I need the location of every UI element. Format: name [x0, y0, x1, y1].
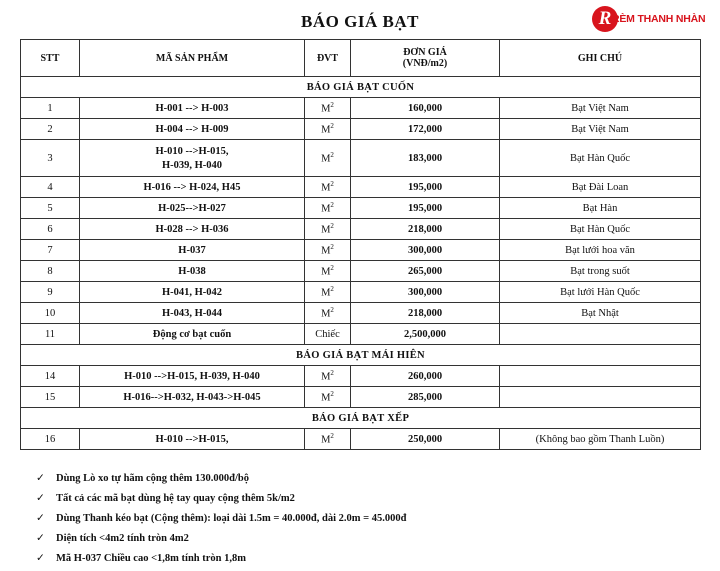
col-header-price-line1: ĐƠN GIÁ: [403, 47, 447, 58]
table-row: [21, 98, 701, 119]
col-header-price-line2: (VNĐ/m2): [402, 58, 448, 69]
unit-text: M: [321, 308, 331, 320]
row-stt: 15: [21, 387, 80, 408]
price-table: [20, 39, 701, 450]
unit-exponent: 2: [330, 151, 334, 160]
row-stt: 11: [21, 324, 80, 345]
row-unit: [305, 140, 351, 177]
col-header-unit: ĐVT: [305, 40, 351, 77]
row-stt: 5: [21, 198, 80, 219]
unit-text: M: [321, 182, 331, 194]
row-price: 218,000: [351, 219, 500, 240]
row-code-line: H-001 --> H-003: [155, 102, 229, 114]
row-code: [80, 198, 305, 219]
row-code-line: H-039, H-040: [161, 159, 223, 171]
row-price: 160,000: [351, 98, 500, 119]
unit-text: M: [321, 392, 331, 404]
row-code: [80, 219, 305, 240]
note-item: [36, 531, 406, 551]
table-row: [21, 429, 701, 450]
table-row: [21, 261, 701, 282]
row-code: [80, 387, 305, 408]
table-row: [21, 324, 701, 345]
unit-text: M: [321, 266, 331, 278]
unit-exponent: 2: [330, 222, 334, 231]
col-header-stt: STT: [21, 40, 80, 77]
unit-text: M: [321, 153, 331, 165]
row-code-line: H-010 -->H-015,: [155, 433, 229, 445]
row-unit: [305, 198, 351, 219]
note-text: Tất cả các mã bạt dùng hệ tay quay cộng thêm 5k/m2: [56, 493, 295, 504]
note-item: [36, 551, 406, 571]
unit-text: M: [321, 287, 331, 299]
checkmark-icon: ✓: [36, 533, 45, 544]
unit-exponent: 2: [330, 122, 334, 131]
checkmark-icon: ✓: [36, 473, 45, 484]
col-header-code: MÃ SẢN PHẨM: [80, 40, 305, 77]
row-code: [80, 366, 305, 387]
unit-text: M: [321, 434, 331, 446]
row-code: [80, 261, 305, 282]
row-stt: 2: [21, 119, 80, 140]
page-title: BÁO GIÁ BẠT: [301, 12, 419, 31]
row-price: 195,000: [351, 177, 500, 198]
row-code-line: H-004 --> H-009: [155, 123, 229, 135]
table-row: [21, 387, 701, 408]
logo-mark-icon: R: [592, 6, 618, 32]
row-price: 195,000: [351, 198, 500, 219]
unit-exponent: 2: [330, 306, 334, 315]
table-row: [21, 240, 701, 261]
row-unit: [305, 177, 351, 198]
row-note: Bạt lưới Hàn Quốc: [500, 282, 701, 303]
row-note: Bạt Việt Nam: [500, 119, 701, 140]
table-row: [21, 303, 701, 324]
row-unit: [305, 261, 351, 282]
section-title: BÁO GIÁ BẠT CUỐN: [21, 77, 701, 98]
row-note: Bạt lưới hoa văn: [500, 240, 701, 261]
section-title: BÁO GIÁ BẠT MÁI HIÊN: [21, 345, 701, 366]
notes-list: [36, 471, 406, 571]
unit-text: M: [321, 371, 331, 383]
row-unit: [305, 282, 351, 303]
logo-text: RÈM THANH NHÀN: [612, 13, 706, 25]
row-unit: [305, 98, 351, 119]
row-price: 265,000: [351, 261, 500, 282]
row-note: Bạt Việt Nam: [500, 98, 701, 119]
col-header-note: GHI CHÚ: [500, 40, 701, 77]
row-note: [500, 366, 701, 387]
row-code-line: H-028 --> H-036: [155, 223, 229, 235]
row-price: 183,000: [351, 140, 500, 177]
unit-exponent: 2: [330, 180, 334, 189]
row-note: Bạt Hàn Quốc: [500, 140, 701, 177]
row-price: 2,500,000: [351, 324, 500, 345]
row-stt: 4: [21, 177, 80, 198]
note-item: [36, 511, 406, 531]
row-stt: 7: [21, 240, 80, 261]
note-text: Diện tích <4m2 tính tròn 4m2: [56, 533, 189, 544]
row-unit: [305, 119, 351, 140]
note-item: [36, 491, 406, 511]
row-code-line: H-043, H-044: [161, 307, 223, 319]
section-title: BÁO GIÁ BẠT XẾP: [21, 408, 701, 429]
section-header-row: [21, 408, 701, 429]
row-stt: 1: [21, 98, 80, 119]
checkmark-icon: ✓: [36, 513, 45, 524]
row-code: [80, 177, 305, 198]
row-stt: 16: [21, 429, 80, 450]
row-unit: [305, 219, 351, 240]
row-unit: [305, 387, 351, 408]
table-row: [21, 366, 701, 387]
row-note: [500, 387, 701, 408]
table-row: [21, 140, 701, 177]
row-price: 218,000: [351, 303, 500, 324]
row-price: 260,000: [351, 366, 500, 387]
checkmark-icon: ✓: [36, 493, 45, 504]
row-code-line: H-025-->H-027: [158, 202, 226, 214]
table-row: [21, 198, 701, 219]
row-note: (Không bao gồm Thanh Luồn): [500, 429, 701, 450]
row-note: Bạt trong suốt: [500, 261, 701, 282]
row-code: [80, 140, 305, 177]
unit-exponent: 2: [330, 369, 334, 378]
row-code: [80, 119, 305, 140]
row-stt: 3: [21, 140, 80, 177]
unit-text: M: [321, 124, 331, 136]
brand-logo: [592, 4, 718, 34]
unit-exponent: 2: [330, 264, 334, 273]
row-code: [80, 324, 305, 345]
row-note: [500, 324, 701, 345]
row-unit: [305, 324, 351, 345]
table-row: [21, 119, 701, 140]
row-unit: [305, 303, 351, 324]
note-item: [36, 471, 406, 491]
section-header-row: [21, 345, 701, 366]
row-price: 300,000: [351, 240, 500, 261]
row-code: [80, 98, 305, 119]
row-code-line: H-037: [178, 244, 206, 256]
row-note: Bạt Hàn: [500, 198, 701, 219]
unit-text: M: [321, 203, 331, 215]
row-price: 300,000: [351, 282, 500, 303]
row-price: 172,000: [351, 119, 500, 140]
row-stt: 10: [21, 303, 80, 324]
row-price: 285,000: [351, 387, 500, 408]
row-unit: [305, 429, 351, 450]
row-stt: 6: [21, 219, 80, 240]
unit-text: M: [321, 103, 331, 115]
row-stt: 9: [21, 282, 80, 303]
table-row: [21, 177, 701, 198]
checkmark-icon: ✓: [36, 553, 45, 564]
note-text: Dùng Thanh kéo bạt (Cộng thêm): loại dài 1.5m = 40.000đ, dài 2.0m = 45.000đ: [56, 513, 407, 524]
table-row: [21, 282, 701, 303]
row-code-line: H-010 -->H-015, H-039, H-040: [124, 370, 260, 382]
row-note: Bạt Hàn Quốc: [500, 219, 701, 240]
unit-exponent: 2: [330, 432, 334, 441]
row-note: Bạt Nhật: [500, 303, 701, 324]
row-code-line: H-010 -->H-015,: [155, 145, 229, 157]
row-code-line: Động cơ bạt cuốn: [152, 328, 232, 340]
unit-text: M: [321, 245, 331, 257]
row-code: [80, 240, 305, 261]
unit-exponent: 2: [330, 243, 334, 252]
row-code-line: H-016 --> H-024, H45: [143, 181, 241, 193]
row-code: [80, 282, 305, 303]
row-stt: 8: [21, 261, 80, 282]
row-unit: [305, 240, 351, 261]
row-code: [80, 429, 305, 450]
section-header-row: [21, 77, 701, 98]
table-row: [21, 219, 701, 240]
unit-exponent: 2: [330, 101, 334, 110]
row-code-line: H-016-->H-032, H-043->H-045: [123, 391, 261, 403]
row-code: [80, 303, 305, 324]
row-code-line: H-041, H-042: [161, 286, 223, 298]
row-note: Bạt Đài Loan: [500, 177, 701, 198]
col-header-price: [351, 40, 500, 77]
note-text: Mã H-037 Chiều cao <1,8m tính tròn 1,8m: [56, 553, 247, 564]
unit-exponent: 2: [330, 201, 334, 210]
row-code-line: H-038: [178, 265, 206, 277]
note-text: Dùng Lò xo tự hãm cộng thêm 130.000đ/bộ: [56, 473, 249, 484]
unit-text: Chiếc: [315, 328, 340, 340]
row-unit: [305, 366, 351, 387]
row-price: 250,000: [351, 429, 500, 450]
unit-exponent: 2: [330, 285, 334, 294]
unit-exponent: 2: [330, 390, 334, 399]
unit-text: M: [321, 224, 331, 236]
row-stt: 14: [21, 366, 80, 387]
